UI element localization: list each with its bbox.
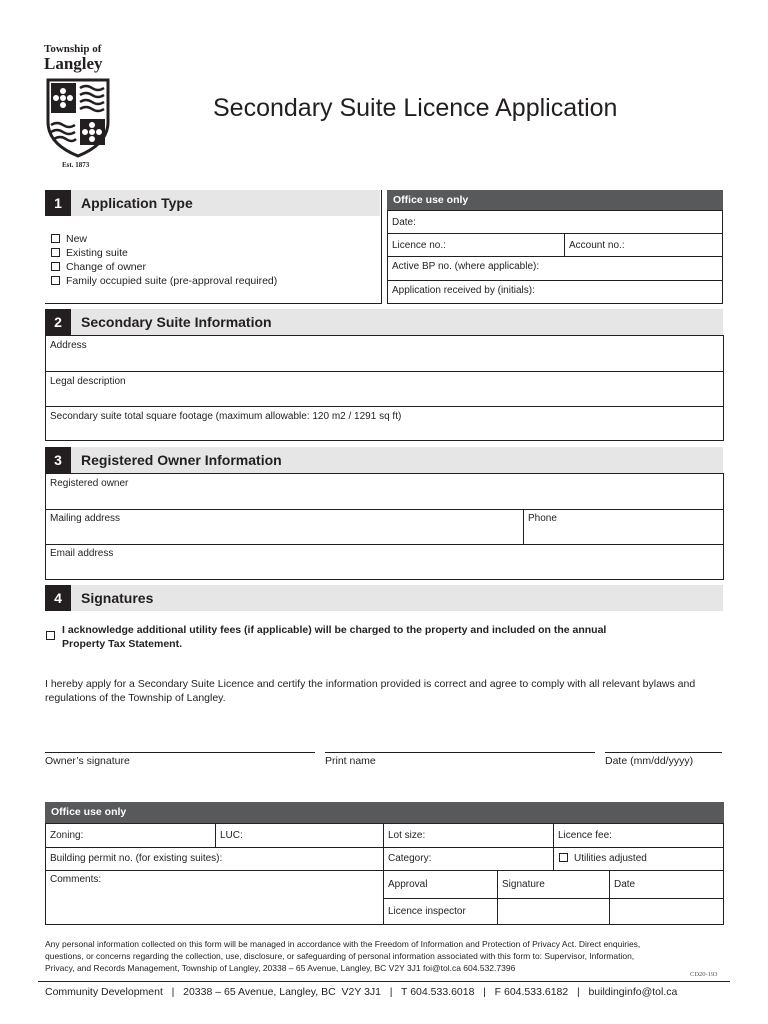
- privacy-line-2: questions, or concerns regarding the collection, use, disclosure, or safeguarding of personal information associated with this form to: Supervisor, Information,: [45, 951, 635, 961]
- print-name-label: Print name: [325, 755, 376, 767]
- office-date-field[interactable]: Date:: [392, 217, 416, 228]
- owner-signature-line[interactable]: [45, 752, 315, 753]
- office-bottom-divider-luc: [215, 823, 216, 847]
- office-bottom-table: [45, 823, 724, 925]
- luc-field[interactable]: LUC:: [220, 830, 243, 841]
- square-footage-field[interactable]: Secondary suite total square footage (maximum allowable: 120 m2 / 1291 sq ft): [50, 411, 402, 422]
- section-2-header: [45, 309, 723, 335]
- certify-line-2: regulations of the Township of Langley.: [45, 692, 226, 704]
- section-4-title: Signatures: [81, 590, 154, 606]
- date-label: Date: [614, 879, 636, 890]
- section-1-header: [45, 190, 380, 216]
- office-bottom-divider-date: [609, 870, 610, 925]
- building-permit-field[interactable]: Building permit no. (for existing suites):: [50, 853, 223, 864]
- section-2-table: [45, 335, 724, 441]
- checkbox-icon[interactable]: [51, 234, 60, 243]
- page-title: Secondary Suite Licence Application: [213, 94, 618, 122]
- section-2-number: 2: [45, 309, 71, 335]
- address-field[interactable]: Address: [50, 340, 87, 351]
- logo-line2: Langley: [44, 54, 103, 73]
- checkbox-icon[interactable]: [51, 248, 60, 257]
- office-top-rule-3: [387, 280, 723, 281]
- section-3-divider: [523, 509, 524, 544]
- option-existing-suite[interactable]: Existing suite: [51, 246, 128, 260]
- section-3-rule-2: [45, 544, 724, 545]
- active-bp-field[interactable]: Active BP no. (where applicable):: [392, 261, 540, 272]
- lot-size-field[interactable]: Lot size:: [388, 830, 426, 841]
- utilities-adjusted-option[interactable]: Utilities adjusted: [559, 853, 647, 865]
- owner-signature-label: Owner’s signature: [45, 755, 130, 767]
- logo-est: Est. 1873: [62, 161, 90, 169]
- checkbox-icon[interactable]: [51, 262, 60, 271]
- legal-description-field[interactable]: Legal description: [50, 376, 126, 387]
- signature-label: Signature: [502, 879, 545, 890]
- office-bottom-rule-2: [45, 870, 724, 871]
- section-3-rule-1: [45, 509, 724, 510]
- section-1-bottom-rule: [45, 303, 381, 304]
- section-3-table: [45, 473, 724, 580]
- email-field[interactable]: Email address: [50, 548, 114, 559]
- section-3-title: Registered Owner Information: [81, 452, 282, 468]
- office-top-rule-2: [387, 256, 723, 257]
- footer-contact: Community Development | 20338 – 65 Avenue, Langley, BC V2Y 3J1 | T 604.533.6018 | F 604.533.6182 | buildinginfo@tol.ca: [45, 986, 678, 998]
- section-1-number: 1: [45, 190, 71, 216]
- signature-date-line[interactable]: [605, 752, 722, 753]
- office-bottom-divider-right: [553, 823, 554, 870]
- registered-owner-field[interactable]: Registered owner: [50, 478, 129, 489]
- account-no-field[interactable]: Account no.:: [569, 240, 625, 251]
- zoning-field[interactable]: Zoning:: [50, 830, 84, 841]
- section-4-header: [45, 585, 723, 611]
- office-top-header: Office use only: [387, 190, 723, 211]
- acknowledge-line-1: I acknowledge additional utility fees (if applicable) will be charged to the property and included on the annual: [62, 624, 607, 636]
- option-family-occupied[interactable]: Family occupied suite (pre-approval required): [51, 274, 277, 288]
- section-1-divider: [381, 190, 382, 304]
- section-2-rule-2: [45, 406, 724, 407]
- logo-line1: Township of: [44, 43, 102, 55]
- acknowledge-line-2: Property Tax Statement.: [62, 638, 183, 650]
- approval-label: Approval: [388, 879, 428, 890]
- office-bottom-rule-1: [45, 847, 724, 848]
- form-code: CD20-193: [690, 971, 718, 978]
- township-crest-icon: [46, 78, 110, 158]
- comments-field[interactable]: Comments:: [50, 874, 102, 885]
- office-bottom-rule-3: [383, 898, 724, 899]
- option-new[interactable]: New: [51, 232, 87, 246]
- office-top-rule-1: [387, 233, 723, 234]
- checkbox-icon[interactable]: [51, 276, 60, 285]
- section-1-title: Application Type: [81, 195, 193, 211]
- mailing-address-field[interactable]: Mailing address: [50, 513, 121, 524]
- footer-rule: [38, 981, 730, 982]
- option-change-of-owner[interactable]: Change of owner: [51, 260, 146, 274]
- checkbox-icon[interactable]: [559, 853, 568, 862]
- privacy-line-3: Privacy, and Records Management, Township of Langley, 20338 – 65 Avenue, Langley, BC V2Y 3J1 foi@tol.ca 604.532.7396: [45, 963, 516, 973]
- phone-field[interactable]: Phone: [528, 513, 557, 524]
- office-bottom-divider-signature: [497, 870, 498, 925]
- office-bottom-header: Office use only: [45, 802, 724, 824]
- licence-inspector-label: Licence inspector: [388, 906, 466, 917]
- print-name-line[interactable]: [325, 752, 595, 753]
- section-4-number: 4: [45, 585, 71, 611]
- category-field[interactable]: Category:: [388, 853, 432, 864]
- privacy-line-1: Any personal information collected on this form will be managed in accordance with the Freedom of Information and Protection of Privacy Act. Direct enquiries,: [45, 939, 641, 949]
- section-3-header: [45, 447, 723, 473]
- licence-no-field[interactable]: Licence no.:: [392, 240, 446, 251]
- section-2-rule-1: [45, 371, 724, 372]
- certify-line-1: I hereby apply for a Secondary Suite Licence and certify the information provided is correct and agree to comply with all relevant bylaws and: [45, 678, 696, 690]
- licence-fee-field[interactable]: Licence fee:: [558, 830, 612, 841]
- office-top-divider: [564, 233, 565, 256]
- section-2-title: Secondary Suite Information: [81, 314, 272, 330]
- acknowledge-checkbox-icon[interactable]: [46, 631, 55, 640]
- office-bottom-divider-mid: [383, 823, 384, 925]
- signature-date-label: Date (mm/dd/yyyy): [605, 755, 694, 767]
- received-by-field[interactable]: Application received by (initials):: [392, 285, 535, 296]
- section-3-number: 3: [45, 447, 71, 473]
